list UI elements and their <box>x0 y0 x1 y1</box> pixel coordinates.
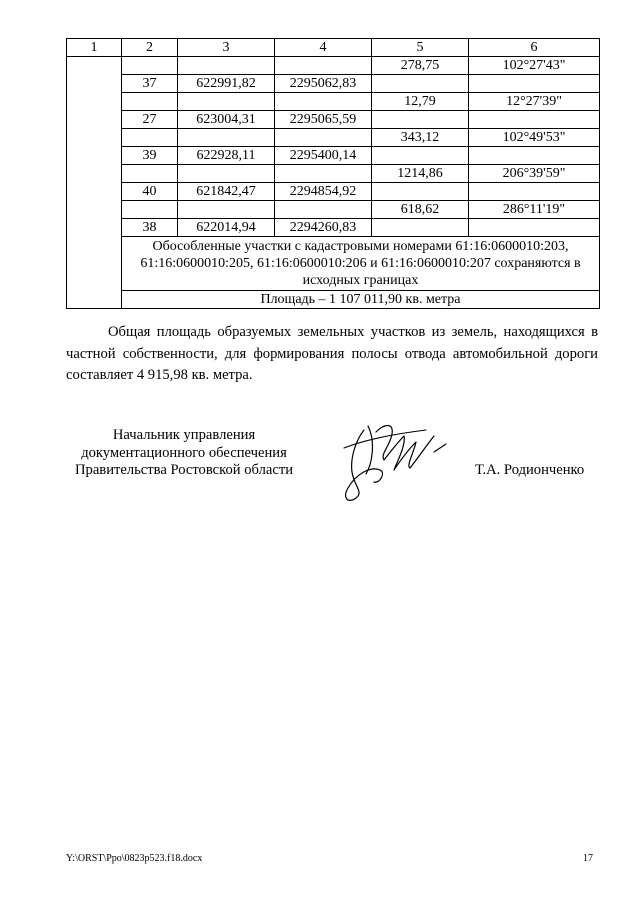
table-area: Площадь – 1 107 011,90 кв. метра <box>122 291 600 309</box>
table-cell: 278,75 <box>372 57 469 75</box>
table-row <box>67 201 600 219</box>
table-cell: 622928,11 <box>178 147 275 165</box>
signer-title-line: документационного обеспечения <box>81 444 287 461</box>
table-cell <box>469 111 600 129</box>
coordinates-table <box>66 38 600 309</box>
table-cell: 621842,47 <box>178 183 275 201</box>
table-cell: 102°27'43" <box>469 57 600 75</box>
table-cell <box>275 165 372 183</box>
table-cell: 622991,82 <box>178 75 275 93</box>
column-header: 6 <box>469 39 600 57</box>
table-row <box>67 129 600 147</box>
table-cell: 618,62 <box>372 201 469 219</box>
table-cell <box>469 75 600 93</box>
table-cell <box>122 165 178 183</box>
table-cell <box>178 57 275 75</box>
column-header: 3 <box>178 39 275 57</box>
table-cell: 38 <box>122 219 178 237</box>
table-area-row <box>67 291 600 309</box>
table-note-row <box>67 237 600 291</box>
table-cell: 12,79 <box>372 93 469 111</box>
table-cell <box>178 201 275 219</box>
total-area-paragraph: Общая площадь образуемых земельных участков из земель, находящихся в частной собственности, для формирования полосы отвода автомобильной дороги составляет 4 915,98 кв. метра. <box>66 324 598 383</box>
signer-title-line: Начальник управления <box>112 427 256 443</box>
table-cell <box>122 129 178 147</box>
handwritten-signature <box>334 412 462 508</box>
column-header: 4 <box>275 39 372 57</box>
column-header: 1 <box>67 39 122 57</box>
table-row <box>67 75 600 93</box>
page-number: 17 <box>583 853 593 864</box>
table-cell <box>372 147 469 165</box>
table-cell: 37 <box>122 75 178 93</box>
table-cell <box>469 147 600 165</box>
table-cell <box>122 93 178 111</box>
table-cell: 102°49'53" <box>469 129 600 147</box>
signer-title-line: Правительства Ростовской области <box>74 462 294 478</box>
column-header: 2 <box>122 39 178 57</box>
table-cell: 12°27'39" <box>469 93 600 111</box>
table-row <box>67 147 600 165</box>
table-cell <box>372 111 469 129</box>
table-cell: 40 <box>122 183 178 201</box>
table-cell: 2295065,59 <box>275 111 372 129</box>
table-cell <box>469 183 600 201</box>
table-cell: 622014,94 <box>178 219 275 237</box>
footer-file-path: Y:\ORST\Ppo\0823p523.f18.docx <box>66 853 203 864</box>
table-cell <box>275 57 372 75</box>
table-cell: 2294260,83 <box>275 219 372 237</box>
table-cell: 39 <box>122 147 178 165</box>
table-cell: 27 <box>122 111 178 129</box>
column-header: 5 <box>372 39 469 57</box>
table-row <box>67 111 600 129</box>
table-cell <box>372 75 469 93</box>
table-cell <box>275 129 372 147</box>
table-cell <box>372 219 469 237</box>
table-row <box>67 219 600 237</box>
signer-title <box>66 427 302 480</box>
table-cell: 1214,86 <box>372 165 469 183</box>
table-cell: 343,12 <box>372 129 469 147</box>
merged-first-column-cell <box>67 57 122 309</box>
table-cell: 2295062,83 <box>275 75 372 93</box>
table-cell <box>178 165 275 183</box>
table-header-row <box>67 39 600 57</box>
table-note: Обособленные участки с кадастровыми номерами 61:16:0600010:203, 61:16:0600010:205, 61:16:0600010:206 и 61:16:0600010:207 сохраняются в исходных границах <box>122 237 600 291</box>
table-cell: 206°39'59" <box>469 165 600 183</box>
table-cell <box>178 93 275 111</box>
table-cell: 286°11'19" <box>469 201 600 219</box>
table-cell <box>469 219 600 237</box>
table-cell <box>122 57 178 75</box>
table-cell <box>122 201 178 219</box>
table-row <box>67 93 600 111</box>
table-cell: 623004,31 <box>178 111 275 129</box>
table-cell: 2295400,14 <box>275 147 372 165</box>
signer-name: Т.А. Родионченко <box>475 462 585 478</box>
table-row <box>67 57 600 75</box>
table-cell <box>275 93 372 111</box>
table-cell: 2294854,92 <box>275 183 372 201</box>
table-row <box>67 183 600 201</box>
table-cell <box>275 201 372 219</box>
table-cell <box>178 129 275 147</box>
table-cell <box>372 183 469 201</box>
table-row <box>67 165 600 183</box>
